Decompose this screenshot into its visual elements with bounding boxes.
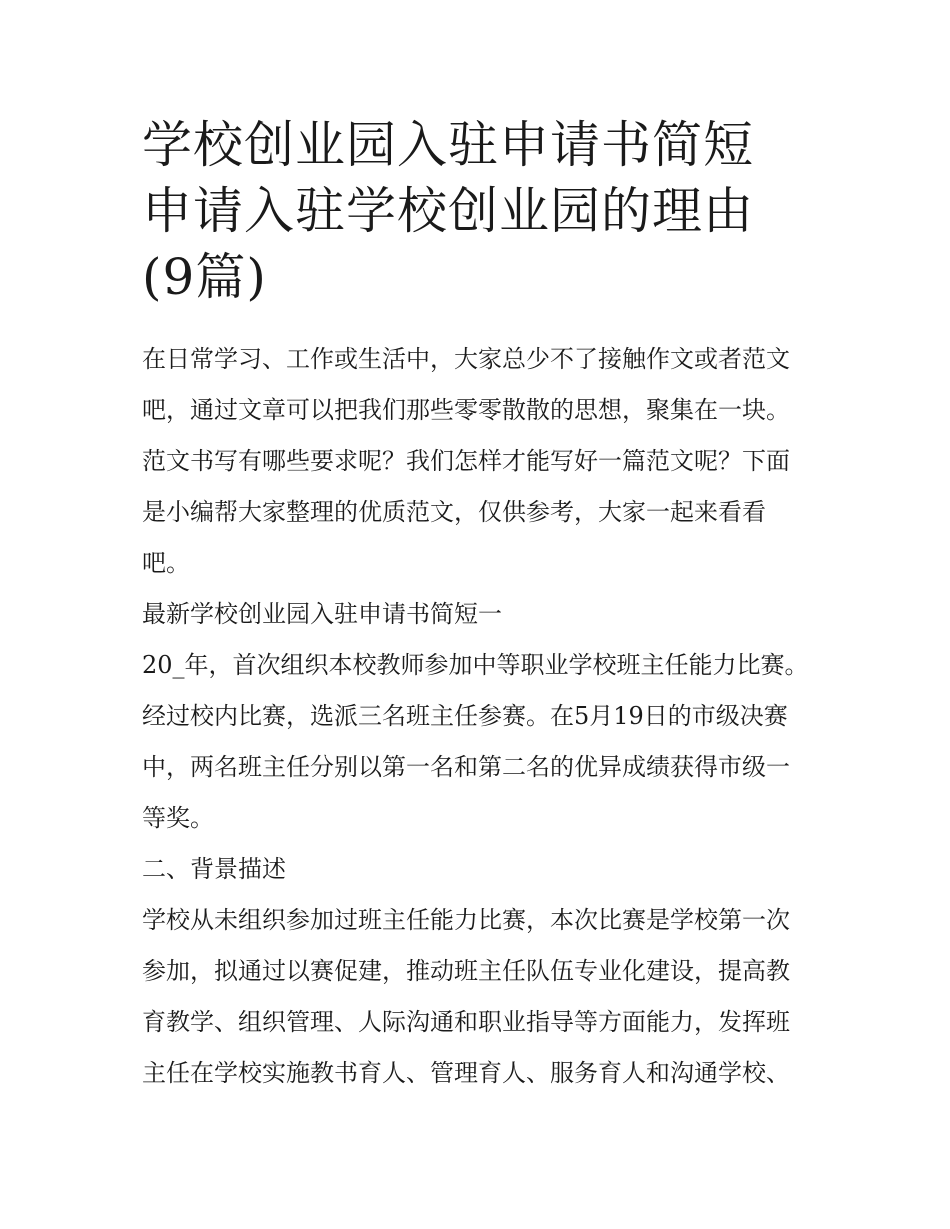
section-heading-2: 二、背景描述: [142, 855, 286, 883]
document-body: [142, 334, 810, 1099]
body-paragraph: 学校从未组织参加过班主任能力比赛，本次比赛是学校第一次参加，拟通过以赛促建，推动班主任队伍专业化建设，提高教育教学、组织管理、人际沟通和职业指导等方面能力，发挥班主任在学校实施教书育人、管理育人、服务育人和沟通学校、: [142, 906, 790, 1087]
section-heading-1: 最新学校创业园入驻申请书简短一: [142, 600, 502, 628]
document-title: 学校创业园入驻申请书简短 申请入驻学校创业园的理由(9篇): [142, 116, 754, 306]
body-paragraph: 20_年，首次组织本校教师参加中等职业学校班主任能力比赛。经过校内比赛，选派三名班主任参赛。在5月19日的市级决赛中，两名班主任分别以第一名和第二名的优异成绩获得市级一等奖。: [142, 651, 809, 832]
intro-paragraph: 在日常学习、工作或生活中，大家总少不了接触作文或者范文吧，通过文章可以把我们那些零零散散的思想，聚集在一块。范文书写有哪些要求呢？我们怎样才能写好一篇范文呢？下面是小编帮大家整理的优质范文，仅供参考，大家一起来看看吧。: [142, 345, 790, 577]
